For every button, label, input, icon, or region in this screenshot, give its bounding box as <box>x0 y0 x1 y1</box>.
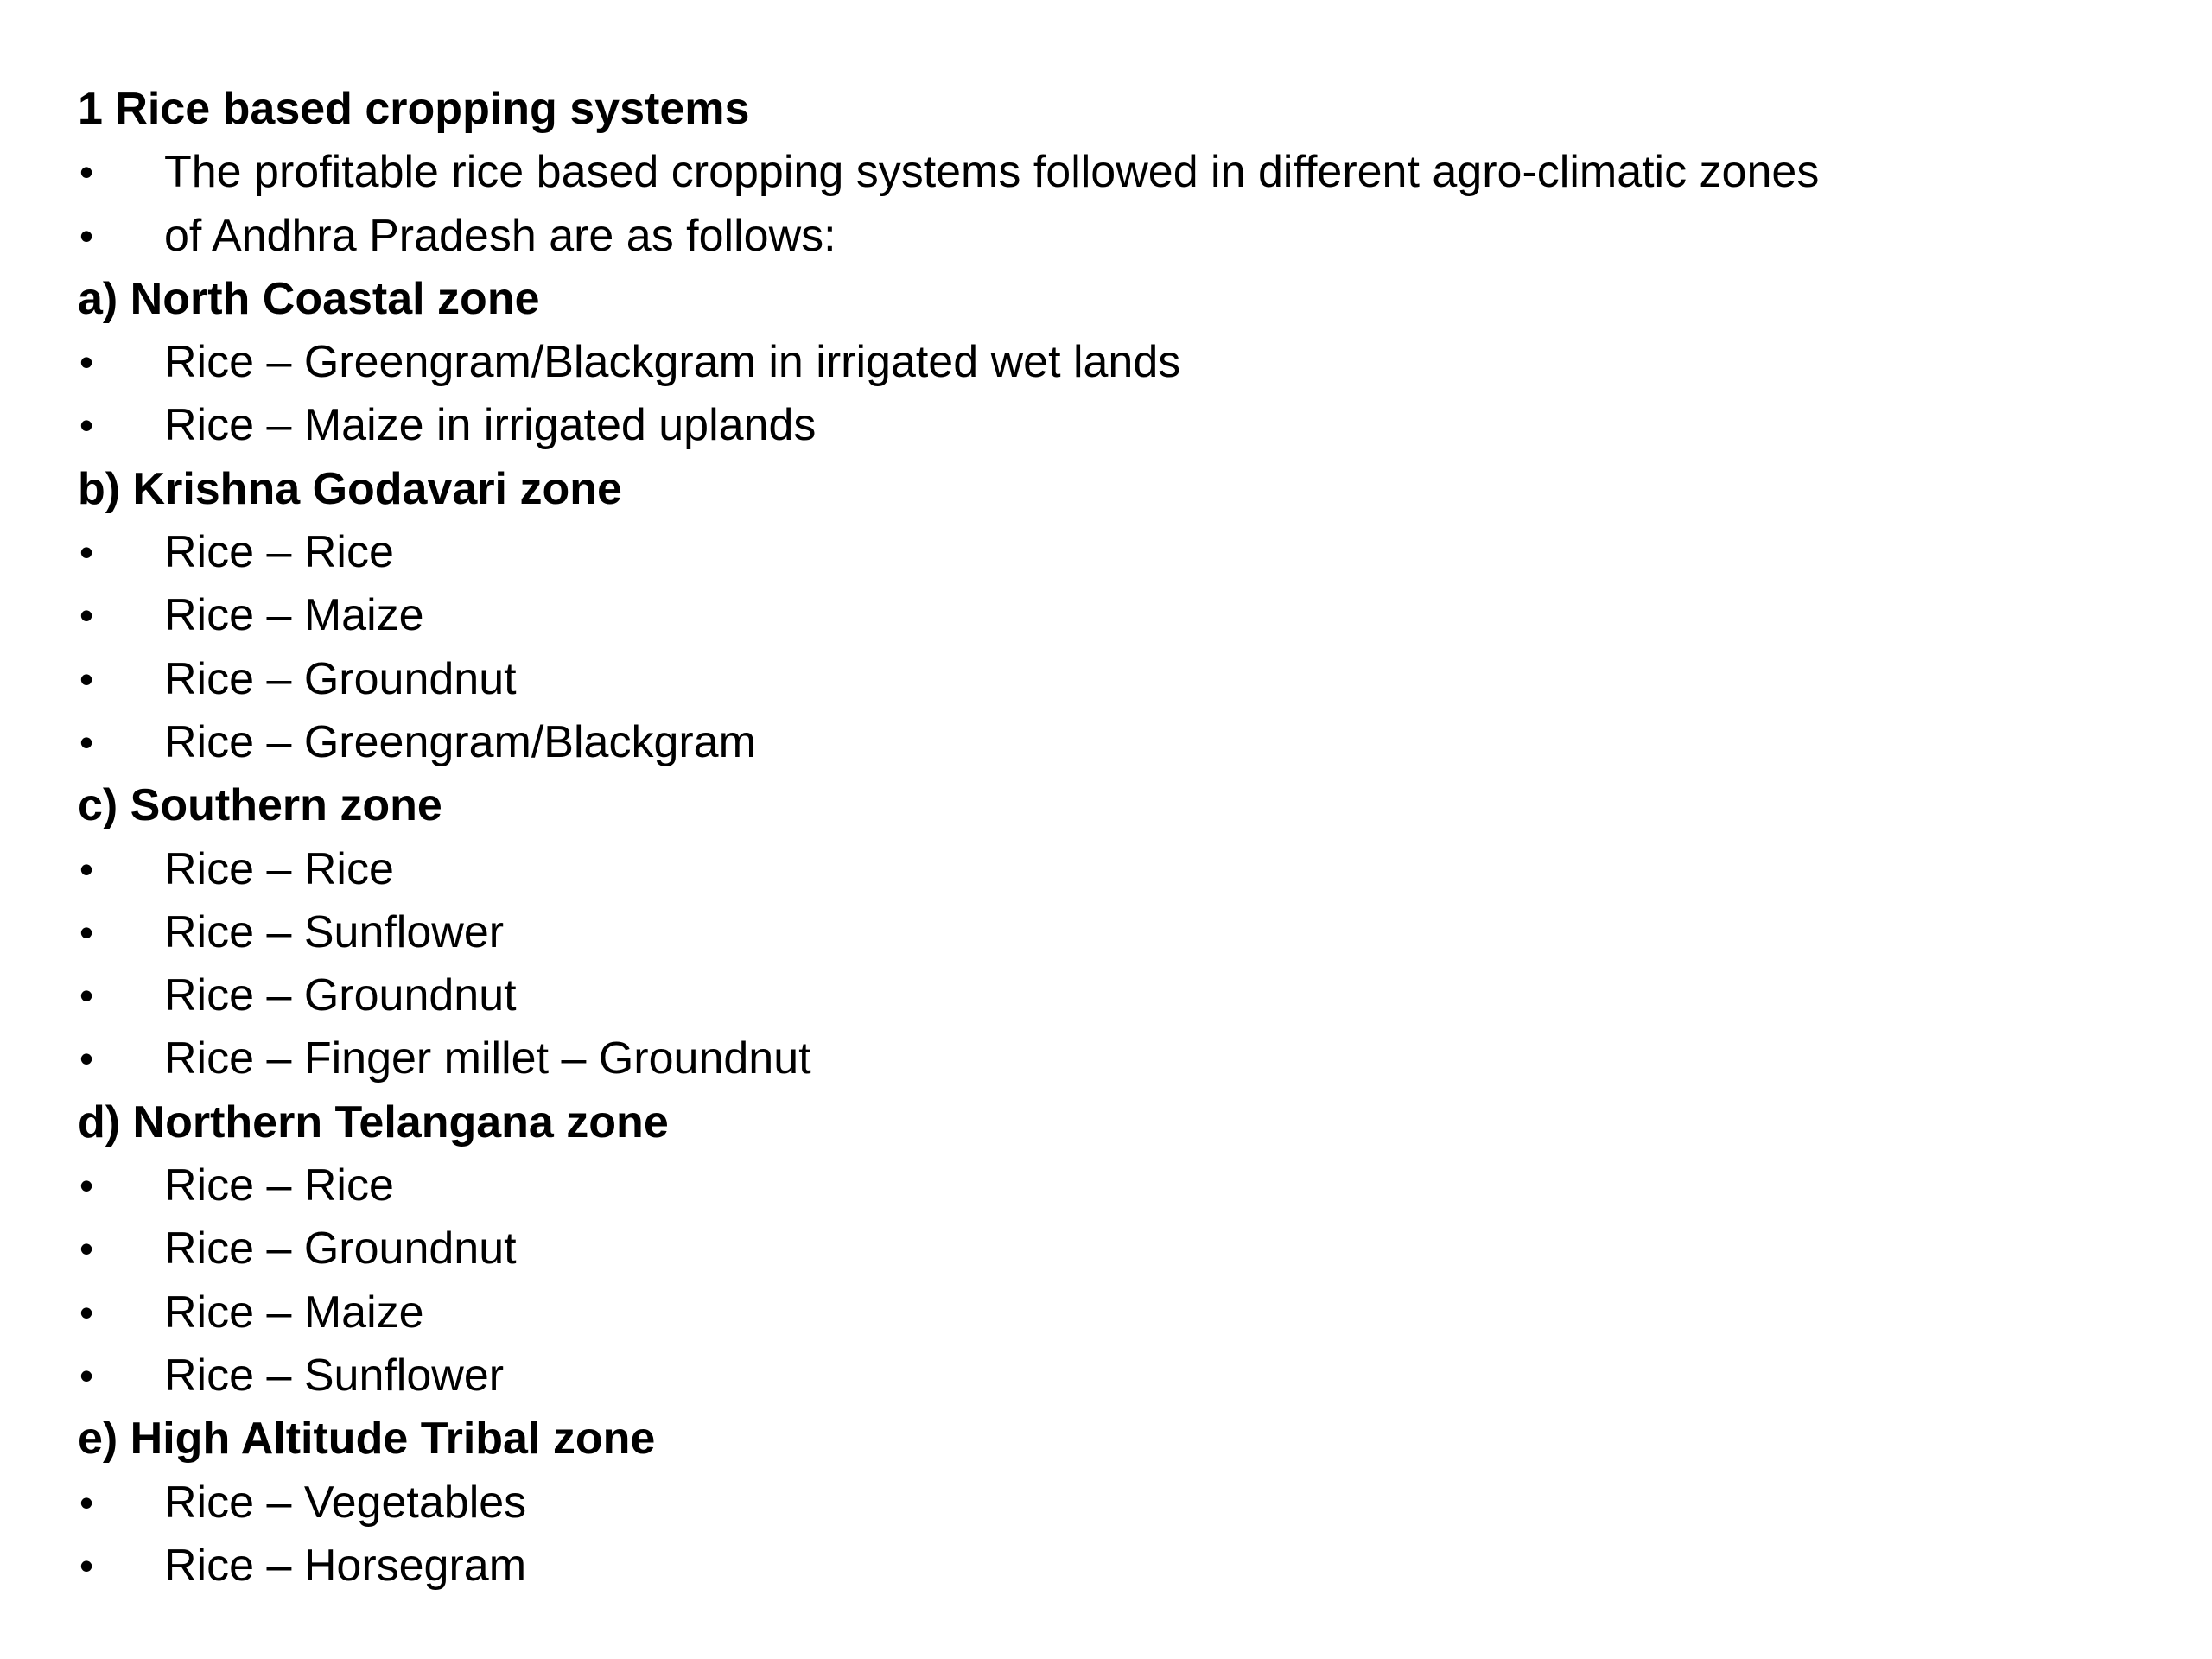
list-item <box>78 1535 2152 1598</box>
list-item <box>78 394 2152 457</box>
list-item-text: Rice – Maize <box>164 590 424 641</box>
list-item-text: Rice – Sunflower <box>164 906 505 957</box>
list-item <box>78 1027 2152 1090</box>
bullet-icon: • <box>79 1163 94 1209</box>
section-title: 1 Rice based cropping systems <box>78 84 750 134</box>
list-item <box>78 584 2152 647</box>
bullet-icon: • <box>79 1226 94 1272</box>
bullet-icon: • <box>79 973 94 1019</box>
bullet-icon: • <box>79 340 94 385</box>
list-item-text: Rice – Greengram/Blackgram <box>164 716 756 767</box>
bullet-icon: • <box>79 719 94 765</box>
bullet-icon: • <box>79 846 94 892</box>
list-item-text: Rice – Vegetables <box>164 1477 527 1528</box>
zone-heading: b) Krishna Godavari zone <box>78 463 622 514</box>
slide-content <box>78 78 2152 1598</box>
list-item <box>78 141 2152 204</box>
bullet-icon: • <box>79 403 94 448</box>
list-item-text: Rice – Maize in irrigated uplands <box>164 400 817 451</box>
list-item <box>78 901 2152 964</box>
zone-heading: a) North Coastal zone <box>78 273 540 324</box>
list-item-text: Rice – Groundnut <box>164 653 517 704</box>
list-item-text: Rice – Rice <box>164 843 394 894</box>
list-item <box>78 711 2152 774</box>
zone-heading: c) Southern zone <box>78 780 442 831</box>
list-item <box>78 1471 2152 1535</box>
bullet-icon: • <box>79 1542 94 1588</box>
bullet-icon: • <box>79 656 94 702</box>
list-item <box>78 964 2152 1027</box>
zone-heading: e) High Altitude Tribal zone <box>78 1414 656 1465</box>
list-item <box>78 648 2152 711</box>
list-item <box>78 331 2152 394</box>
zone-heading: d) Northern Telangana zone <box>78 1096 669 1147</box>
list-item-text: of Andhra Pradesh are as follows: <box>164 210 836 261</box>
list-item-text: Rice – Greengram/Blackgram in irrigated wet lands <box>164 337 1181 388</box>
bullet-icon: • <box>79 593 94 639</box>
list-item <box>78 838 2152 901</box>
bullet-icon: • <box>79 530 94 575</box>
list-item <box>78 205 2152 268</box>
bullet-icon: • <box>79 909 94 955</box>
list-item <box>78 521 2152 584</box>
list-item-text: The profitable rice based cropping systems followed in different agro-climatic zones <box>164 147 1820 198</box>
bullet-icon: • <box>79 1036 94 1082</box>
bullet-icon: • <box>79 1352 94 1398</box>
bullet-icon: • <box>79 1479 94 1525</box>
bullet-icon: • <box>79 1289 94 1335</box>
list-item-text: Rice – Rice <box>164 1160 394 1211</box>
list-item <box>78 1281 2152 1344</box>
list-item-text: Rice – Groundnut <box>164 1224 517 1274</box>
list-item-text: Rice – Finger millet – Groundnut <box>164 1033 811 1084</box>
list-item-text: Rice – Horsegram <box>164 1540 527 1591</box>
bullet-icon: • <box>79 213 94 258</box>
list-item-text: Rice – Groundnut <box>164 970 517 1021</box>
list-item-text: Rice – Rice <box>164 527 394 578</box>
list-item <box>78 1217 2152 1281</box>
list-item-text: Rice – Sunflower <box>164 1350 505 1401</box>
list-item-text: Rice – Maize <box>164 1287 424 1338</box>
bullet-icon: • <box>79 149 94 195</box>
list-item <box>78 1344 2152 1408</box>
list-item <box>78 1154 2152 1217</box>
